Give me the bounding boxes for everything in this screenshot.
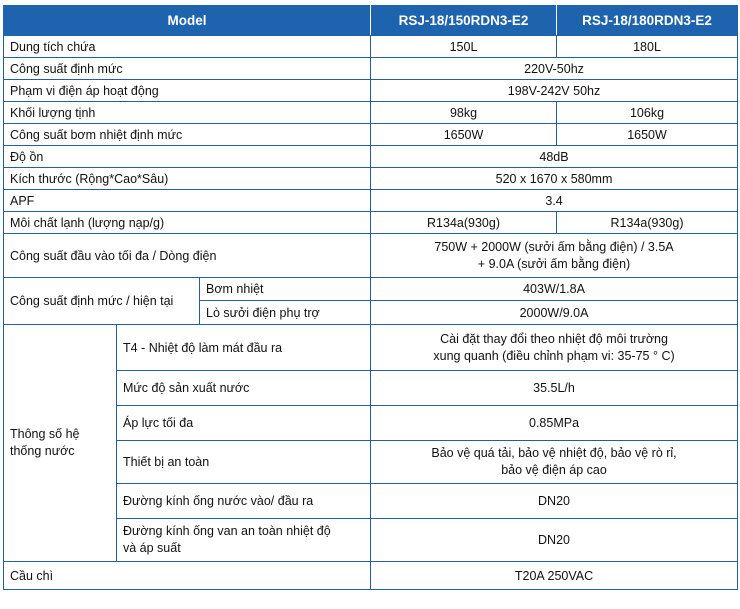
label-fuse: Cầu chì <box>4 562 371 590</box>
row-net-weight <box>4 102 738 124</box>
value-max-input <box>371 234 738 278</box>
value-fuse: T20A 250VAC <box>371 562 738 590</box>
row-rated-current-heat-pump <box>4 278 738 301</box>
label-voltage-range: Phạm vi điện áp hoạt động <box>4 80 371 102</box>
value-heat-pump-power-180: 1650W <box>557 124 738 146</box>
label-max-pressure: Áp lực tối đa <box>117 406 371 441</box>
value-t4-line1: Cài đặt thay đổi theo nhiệt độ môi trường <box>440 331 668 346</box>
value-dimensions: 520 x 1670 x 580mm <box>371 168 738 190</box>
value-rated-power: 220V-50hz <box>371 58 738 80</box>
label-aux-heater: Lò sưởi điện phụ trợ <box>200 301 371 325</box>
label-rated-current: Công suất định mức / hiện tại <box>4 278 200 325</box>
label-water-system <box>4 325 117 562</box>
value-net-weight-150: 98kg <box>371 102 557 124</box>
value-max-input-line1: 750W + 2000W (sưởi ấm bằng điện) / 3.5A <box>434 239 674 254</box>
label-pipe-diameter: Đường kính ống nước vào/ đầu ra <box>117 484 371 519</box>
label-valve-diameter-line2: và áp suất <box>123 541 181 555</box>
value-refrigerant-180: R134a(930g) <box>557 212 738 234</box>
value-capacity-180: 180L <box>557 36 738 58</box>
row-t4 <box>4 325 738 371</box>
label-dimensions: Kích thước (Rộng*Cao*Sâu) <box>4 168 371 190</box>
header-row <box>4 6 738 36</box>
value-max-pressure: 0.85MPa <box>371 406 738 441</box>
value-pipe-diameter: DN20 <box>371 484 738 519</box>
label-max-input: Công suất đầu vào tối đa / Dòng điện <box>4 234 371 278</box>
value-heat-pump-power-150: 1650W <box>371 124 557 146</box>
value-safety <box>371 441 738 484</box>
value-heat-pump: 403W/1.8A <box>371 278 738 301</box>
label-water-system-line2: thống nước <box>10 444 75 458</box>
value-t4-line2: xung quanh (điều chỉnh phạm vi: 35-75 ° C) <box>433 348 675 363</box>
value-refrigerant-150: R134a(930g) <box>371 212 557 234</box>
row-refrigerant <box>4 212 738 234</box>
label-heat-pump: Bơm nhiệt <box>200 278 371 301</box>
value-aux-heater: 2000W/9.0A <box>371 301 738 325</box>
header-model-180: RSJ-18/180RDN3-E2 <box>557 6 738 36</box>
label-valve-diameter <box>117 519 371 562</box>
value-max-input-line2: + 9.0A (sưởi ấm bằng điện) <box>477 256 631 271</box>
label-safety: Thiết bị an toàn <box>117 441 371 484</box>
row-dimensions <box>4 168 738 190</box>
label-net-weight: Khối lượng tịnh <box>4 102 371 124</box>
value-safety-line1: Bảo vệ quá tải, bảo vệ nhiệt độ, bảo vệ rò rỉ, <box>431 446 677 460</box>
label-rated-power: Công suất định mức <box>4 58 371 80</box>
row-voltage-range <box>4 80 738 102</box>
value-valve-diameter: DN20 <box>371 519 738 562</box>
row-rated-power <box>4 58 738 80</box>
value-t4 <box>371 325 738 371</box>
label-refrigerant: Môi chất lạnh (lượng nạp/g) <box>4 212 371 234</box>
value-apf: 3.4 <box>371 190 738 212</box>
label-valve-diameter-line1: Đường kính ống van an toàn nhiệt độ <box>123 524 331 538</box>
row-noise <box>4 146 738 168</box>
value-safety-line2: bảo vệ điện áp cao <box>501 463 607 477</box>
value-noise: 48dB <box>371 146 738 168</box>
label-t4: T4 - Nhiệt độ làm mát đầu ra <box>117 325 371 371</box>
header-model-150: RSJ-18/150RDN3-E2 <box>371 6 557 36</box>
value-capacity-150: 150L <box>371 36 557 58</box>
label-water-system-line1: Thông số hệ <box>10 427 80 441</box>
row-fuse <box>4 562 738 590</box>
value-net-weight-180: 106kg <box>557 102 738 124</box>
row-max-input <box>4 234 738 278</box>
value-voltage-range: 198V-242V 50hz <box>371 80 738 102</box>
row-apf <box>4 190 738 212</box>
row-capacity <box>4 36 738 58</box>
header-model: Model <box>4 6 371 36</box>
label-noise: Độ ồn <box>4 146 371 168</box>
label-heat-pump-power: Công suất bơm nhiệt định mức <box>4 124 371 146</box>
label-apf: APF <box>4 190 371 212</box>
label-capacity: Dung tích chứa <box>4 36 371 58</box>
spec-table <box>3 5 738 590</box>
row-heat-pump-power <box>4 124 738 146</box>
value-water-output: 35.5L/h <box>371 371 738 406</box>
label-water-output: Mức độ sản xuất nước <box>117 371 371 406</box>
